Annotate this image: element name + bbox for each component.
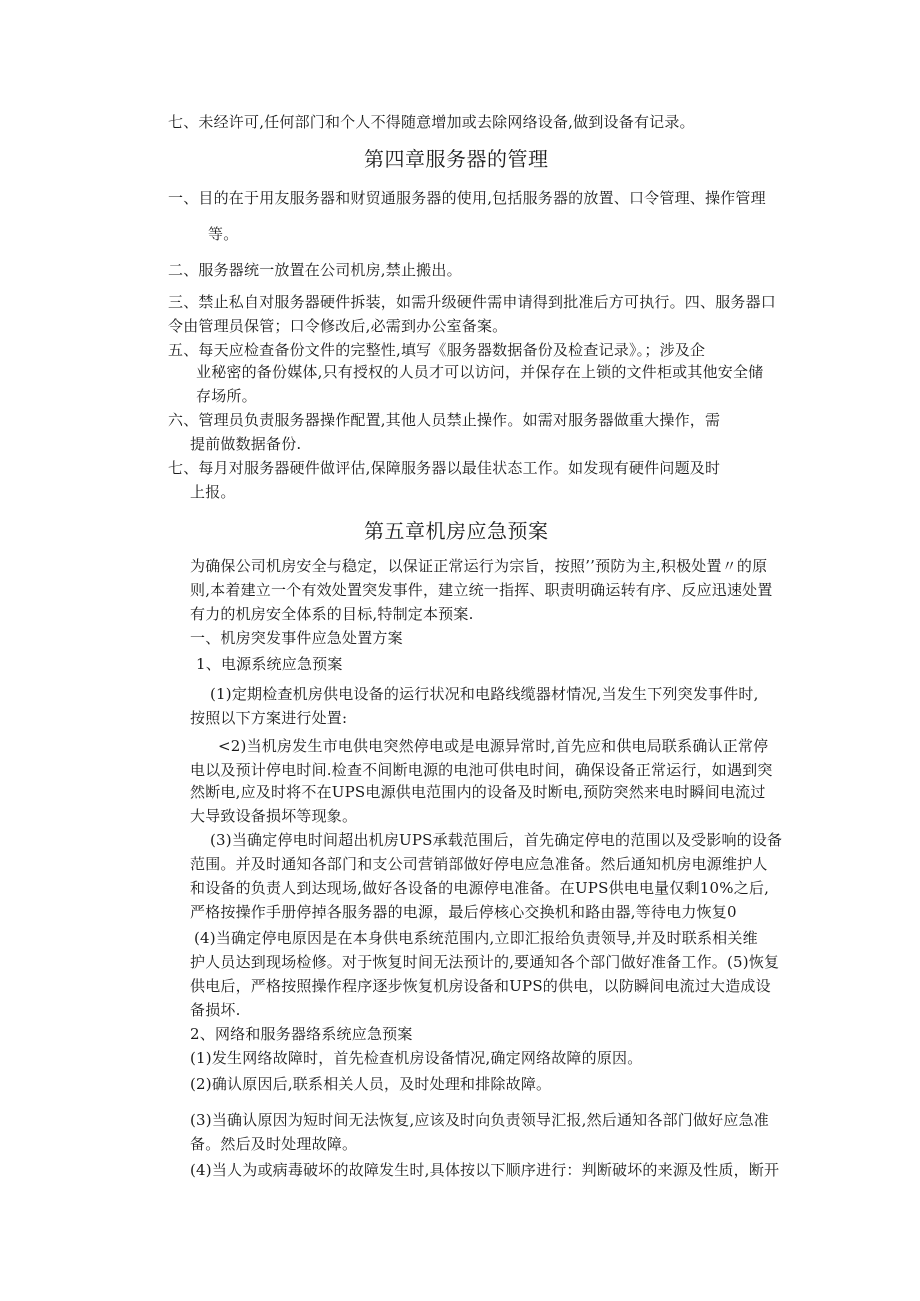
ch4-item-6-line-1: 六、管理员负责服务器操作配置,其他人员禁止操作。如需对服务器做重大操作，需 bbox=[168, 411, 721, 429]
ch5-p3-line-4: 严格按操作手册停掉各服务器的电源，最后停核心交换机和路由器,等待电力恢复0 bbox=[190, 903, 737, 921]
ch4-item-7-line-1: 七、每月对服务器硬件做评估,保障服务器以最佳状态工作。如发现有硬件问题及时 bbox=[168, 459, 721, 477]
ch4-item-5-line-3: 存场所。 bbox=[196, 387, 257, 405]
ch5-p2-line-1: <2)当机房发生市电供电突然停电或是电源异常时,首先应和供电局联系确认正常停 bbox=[218, 737, 769, 755]
ch4-item-5-line-2: 业秘密的备份媒体,只有授权的人员才可以访问，并保存在上锁的文件柜或其他安全储 bbox=[196, 363, 764, 381]
ch5-p2-line-3: 然断电,应及时将不在UPS电源供电范围内的设备及时断电,预防突然来电时瞬间电流过 bbox=[190, 783, 766, 801]
ch5-p4-line-1: (4)当确定停电原因是在本身供电系统范围内,立即汇报给负责领导,并及时联系相关维 bbox=[194, 929, 758, 947]
ch5-network-2: (2)确认原因后,联系相关人员，及时处理和排除故障。 bbox=[190, 1075, 552, 1093]
ch5-network-4-line-1: (4)当人为或病毒破坏的故障发生时,具体按以下顺序进行：判断破坏的来源及性质，断开 bbox=[190, 1161, 780, 1179]
ch5-p4-line-2: 护人员达到现场检修。对于恢复时间无法预计的,要通知各个部门做好准备工作。(5)恢复 bbox=[190, 953, 780, 971]
ch5-intro-line-3: 有力的机房安全体系的目标,特制定本预案. bbox=[190, 605, 474, 623]
ch5-section-1: 一、机房突发事件应急处置方案 bbox=[190, 629, 403, 647]
ch5-p2-line-2: 电以及预计停电时间.检查不间断电源的电池可供电时间，确保设备正常运行，如遇到突 bbox=[190, 761, 773, 779]
ch5-intro-line-1: 为确保公司机房安全与稳定，以保证正常运行为宗旨，按照’’预防为主,积极处置〃的原 bbox=[190, 557, 768, 575]
ch4-item-1-line-1: 一、目的在于用友服务器和财贸通服务器的使用,包括服务器的放置、口令管理、操作管理 bbox=[168, 189, 766, 207]
ch5-intro-line-2: 则,本着建立一个有效处置突发事件，建立统一指挥、职责明确运转有序、反应迅速处置 bbox=[190, 581, 773, 599]
ch4-item-3-line-1: 三、禁止私自对服务器硬件拆装，如需升级硬件需申请得到批准后方可执行。四、服务器口 bbox=[168, 293, 777, 311]
sec3-item-7: 七、未经许可,任何部门和个人不得随意增加或去除网络设备,做到设备有记录。 bbox=[168, 113, 695, 131]
ch4-item-6-line-2: 提前做数据备份. bbox=[190, 435, 302, 453]
ch4-item-7-line-2: 上报。 bbox=[190, 483, 236, 501]
ch4-item-2: 二、服务器统一放置在公司机房,禁止搬出。 bbox=[168, 261, 462, 279]
ch5-network-3-line-1: (3)当确认原因为短时间无法恢复,应该及时向负责领导汇报,然后通知各部门做好应急准 bbox=[190, 1111, 769, 1129]
ch5-network-1: (1)发生网络故障时，首先检查机房设备情况,确定网络故障的原因。 bbox=[190, 1049, 643, 1067]
ch5-network-3-line-2: 备。然后及时处理故障。 bbox=[190, 1135, 358, 1153]
ch5-p3-line-3: 和设备的负责人到达现场,做好各设备的电源停电准备。在UPS供电电量仅剩10%之后, bbox=[190, 879, 770, 897]
ch5-p4-line-4: 备损坏. bbox=[190, 1001, 241, 1019]
ch5-p3-line-2: 范围。并及时通知各部门和支公司营销部做好停电应急准备。然后通知机房电源维护人 bbox=[190, 855, 768, 873]
chapter-4-title: 第四章服务器的管理 bbox=[364, 147, 549, 171]
ch4-item-3-line-2: 令由管理员保管；口令修改后,必需到办公室备案。 bbox=[168, 317, 508, 335]
ch4-item-5-line-1: 五、每天应检查备份文件的完整性,填写《服务器数据备份及检查记录》。；涉及企 bbox=[168, 341, 706, 359]
ch5-p2-line-4: 大导致设备损坏等现象。 bbox=[190, 807, 358, 825]
ch5-p1-line-2: 按照以下方案进行处置: bbox=[190, 709, 348, 727]
ch5-p3-line-1: (3)当确定停电时间超出机房UPS承载范围后，首先确定停电的范围以及受影响的设备 bbox=[210, 831, 783, 849]
ch5-p4-line-3: 供电后，严格按照操作程序逐步恢复机房设备和UPS的供电，以防瞬间电流过大造成设 bbox=[190, 977, 771, 995]
ch4-item-1-line-2: 等。 bbox=[208, 225, 239, 243]
chapter-5-title: 第五章机房应急预案 bbox=[364, 519, 549, 543]
ch5-subsection-1: 1、电源系统应急预案 bbox=[196, 655, 343, 673]
ch5-p1-line-1: (1)定期检查机房供电设备的运行状况和电路线缆器材情况,当发生下列突发事件时, bbox=[210, 685, 759, 703]
ch5-subsection-2: 2、网络和服务器络系统应急预案 bbox=[190, 1025, 413, 1043]
